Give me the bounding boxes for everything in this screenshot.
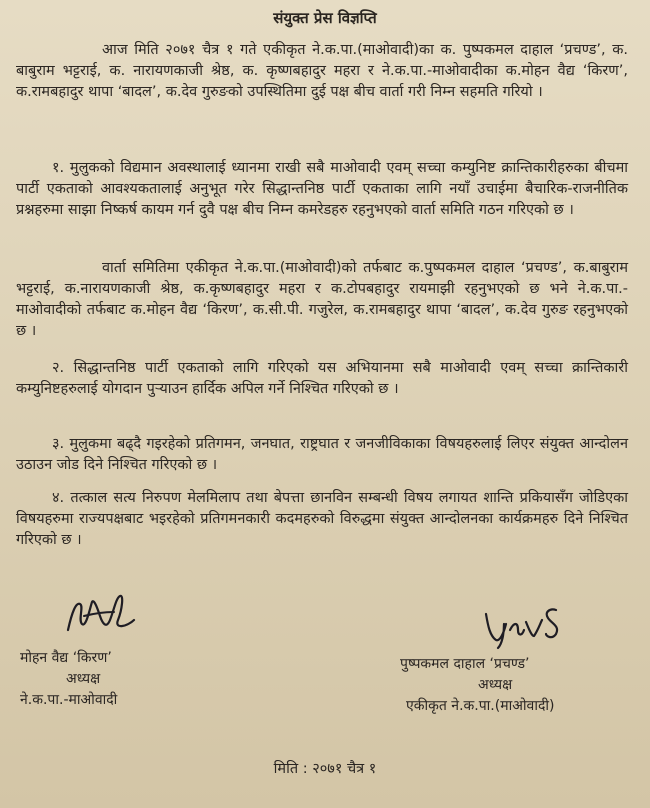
signatory-left-name: मोहन वैद्य ‘किरण’ xyxy=(20,650,112,666)
signature-block-left xyxy=(20,590,190,711)
signatory-right-role: अध्यक्ष xyxy=(478,677,513,693)
point-2-paragraph: २. सिद्धान्तनिष्ठ पार्टी एकताको लागि गरिएको यस अभियानमा सबै माओवादी एवम् सच्चा क्रान्तिकारी कम्युनिष्टहरुलाई योगदान पुऱ्याउन हार्दिक अपिल गर्ने निश्चित गरिएको छ । xyxy=(16,360,628,397)
signature-block-right xyxy=(400,600,620,717)
intro-paragraph: आज मिति २०७१ चैत्र १ गते एकीकृत ने.क.पा.(माओवादी)का क. पुष्पकमल दाहाल ‘प्रचण्ड’, क. बाबुराम भट्टराई, क. नारायणकाजी श्रेष्ठ, क. कृष्णबहादुर महरा र ने.क.पा.-माओवादीका क.मोहन वैद्य ‘किरण’, क.रामबहादुर थापा ‘बादल’, क.देव गुरुङको उपस्थितिमा दुई पक्ष बीच वार्ता गरी निम्न सहमति गरियो । xyxy=(16,42,628,100)
signatory-left-role: अध्यक्ष xyxy=(66,671,101,687)
handwritten-signature-right xyxy=(400,600,580,652)
handwritten-signature-left xyxy=(20,590,150,642)
signatory-left-org: ने.क.पा.-माओवादी xyxy=(20,692,118,708)
point-1-paragraph: १. मुलुकको विद्यमान अवस्थालाई ध्यानमा राखी सबै माओवादी एवम् सच्चा कम्युनिष्ट क्रान्तिकारीहरुका बीचमा पार्टी एकताको आवश्यकतालाई अनुभूत गरेर सिद्धान्तनिष्ठ पार्टी एकताका लागि नयाँ उचाईमा बैचारिक-राजनीतिक प्रश्नहरुमा साझा निष्कर्ष कायम गर्न दुवै पक्ष बीच निम्न कमरेडहरु रहनुभएको वार्ता समिति गठन गरिएको छ । xyxy=(16,160,628,218)
document-title: संयुक्त प्रेस विज्ञप्ति xyxy=(273,9,377,27)
point-4-paragraph: ४. तत्काल सत्य निरुपण मेलमिलाप तथा बेपत्ता छानविन सम्बन्धी विषय लगायत शान्ति प्रकियासँग जोडिएका विषयहरुमा राज्यपक्षबाट भइरहेको प्रतिगमनकारी कदमहरुको विरुद्धमा संयुक्त आन्दोलनका कार्यक्रमहरु दिने निश्चित गरिएको छ । xyxy=(16,490,628,548)
committee-members-paragraph: वार्ता समितिमा एकीकृत ने.क.पा.(माओवादी)को तर्फबाट क.पुष्पकमल दाहाल ‘प्रचण्ड’, क.बाबुराम भट्टराई, क.नारायणकाजी श्रेष्ठ, क.कृष्णबहादुर महरा र क.टोपबहादुर रायमाझी रहनुभएको छ भने ने.क.पा.-माओवादीको तर्फबाट क.मोहन वैद्य ‘किरण’, क.सी.पी. गजुरेल, क.रामबहादुर थापा ‘बादल’, क.देव गुरुङ रहनुभएको छ । xyxy=(16,260,628,339)
signatory-right-org: एकीकृत ने.क.पा.(माओवादी) xyxy=(406,698,555,714)
signatory-right-name: पुष्पकमल दाहाल ‘प्रचण्ड’ xyxy=(400,656,530,672)
document-date: मिति : २०७१ चैत्र १ xyxy=(273,761,377,777)
point-3-paragraph: ३. मुलुकमा बढ्दै गइरहेको प्रतिगमन, जनघात, राष्ट्रघात र जनजीविकाका विषयहरुलाई लिएर संयुक्त आन्दोलन उठाउन जोड दिने निश्चित गरिएको छ । xyxy=(16,436,628,473)
